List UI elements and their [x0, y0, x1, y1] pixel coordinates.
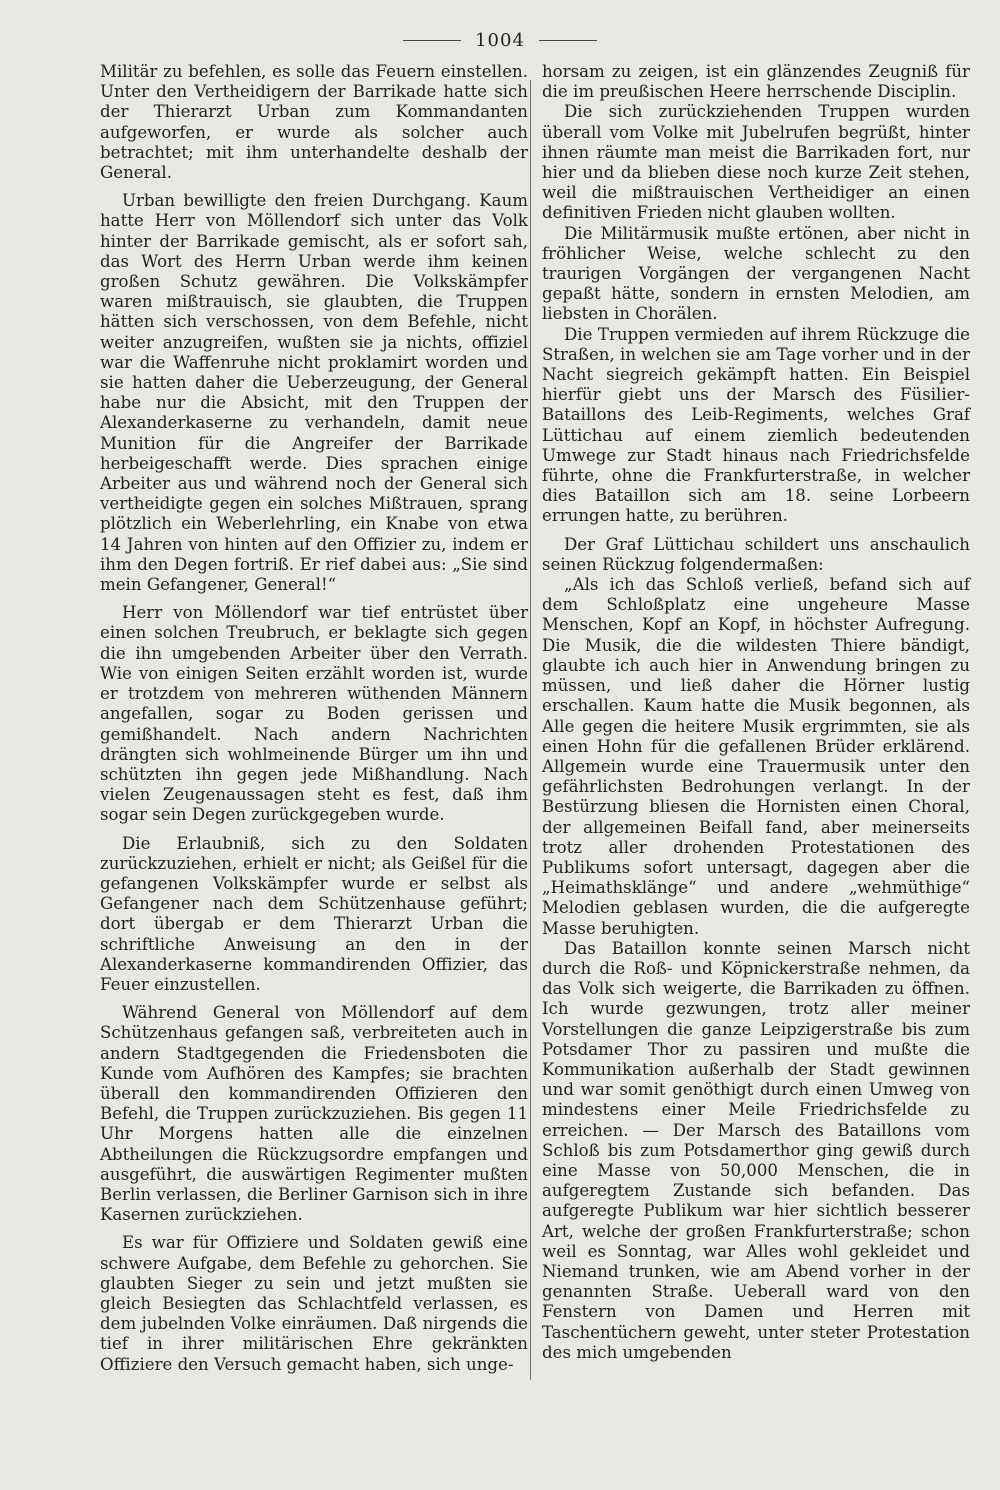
paragraph: Urban bewilligte den freien Durchgang. Kaum hatte Herr von Möllendorf sich unter das Volk hinter der Barrikade gemischt, als er sofort sah, das Wort des Herrn Urban werde ihm keinen großen Schutz gewähren. Die Volkskämpfer waren mißtrauisch, sie glaubten, die Truppen hätten sich verschossen, von dem Befehle, nicht weiter anzugreifen, wußten sie ja nichts, offiziel war die Waffenruhe nicht proklamirt worden und sie hatten daher die Ueberzeugung, der General habe nur die Absicht, mit den Truppen der Alexanderkaserne zu verhandeln, damit neue Munition für die Angreifer der Barrikade herbeigeschafft werde. Dies sprachen einige Arbeiter aus und während noch der General sich vertheidigte gegen ein solches Mißtrauen, sprang plötzlich ein Weberlehrling, ein Knabe von etwa 14 Jahren von hinten auf den Offizier zu, indem er ihm den Degen fortriß. Er rief dabei aus: „Sie sind mein Gefangener, General!“ [100, 191, 528, 595]
paragraph: Das Bataillon konnte seinen Marsch nicht durch die Roß- und Köpnickerstraße nehmen, da das Volk sich weigerte, die Barrikaden zu öffnen. Ich wurde gezwungen, trotz aller meiner Vorstellungen die ganze Leipzigerstraße bis zum Potsdamer Thor zu passiren und mußte die Kommunikation außerhalb der Stadt gewinnen und war somit genöthigt durch einen Umweg von mindestens einer Meile Friedrichsfelde zu erreichen. — Der Marsch des Bataillons vom Schloß bis zum Potsdamerthor ging gewiß durch eine Masse von 50,000 Menschen, die in aufgeregtem Zustande sich befanden. Das aufgeregte Publikum war hier sichtlich besserer Art, welche der großen Frankfurterstraße; schon weil es Sonntag, war Alles wohl gekleidet und Niemand trunken, wie am Abend vorher in der genannten Straße. Ueberall ward von den Fenstern von Damen und Herren mit Taschentüchern geweht, unter steter Protestation des mich umgebenden [542, 938, 970, 1362]
paragraph: Es war für Offiziere und Soldaten gewiß eine schwere Aufgabe, dem Befehle zu gehorchen. Sie glaubten Sieger zu sein und jetzt mußten sie gleich Besiegten das Schlachtfeld verlassen, es dem jubelnden Volke einräumen. Daß nirgends die tief in ihrer militärischen Ehre gekränkten Offiziere den Versuch gemacht haben, sich unge- [100, 1233, 528, 1374]
paragraph: Der Graf Lüttichau schildert uns anschaulich seinen Rückzug folgendermaßen: [542, 534, 970, 574]
column-separator [530, 80, 531, 1380]
paragraph: horsam zu zeigen, ist ein glänzendes Zeugniß für die im preußischen Heere herrschende Disciplin. [542, 62, 970, 102]
header-rule-right [539, 40, 597, 41]
right-column [542, 62, 970, 1363]
header-rule-left [403, 40, 461, 41]
page-number: 1004 [475, 30, 525, 51]
left-column [100, 62, 528, 1375]
paragraph: Die Militärmusik mußte ertönen, aber nicht in fröhlicher Weise, welche schlecht zu den traurigen Vorgängen der vergangenen Nacht gepaßt hätte, sondern in ernsten Melodien, am liebsten in Chorälen. [542, 223, 970, 324]
paragraph: Die sich zurückziehenden Truppen wurden überall vom Volke mit Jubelrufen begrüßt, hinter ihnen räumte man meist die Barrikaden fort, nur hier und da blieben diese noch kurze Zeit stehen, weil die mißtrauischen Vertheidiger an einen definitiven Frieden nicht glauben wollten. [542, 102, 970, 223]
paragraph: Während General von Möllendorf auf dem Schützenhaus gefangen saß, verbreiteten auch in andern Stadtgegenden die Friedensboten die Kunde vom Aufhören des Kampfes; sie brachten überall den kommandirenden Offizieren den Befehl, die Truppen zurückzuziehen. Bis gegen 11 Uhr Morgens hatten alle die einzelnen Abtheilungen die Rückzugsordre empfangen und ausgeführt, die auswärtigen Regimenter mußten Berlin verlassen, die Berliner Garnison sich in ihre Kasernen zurückziehen. [100, 1003, 528, 1225]
page-header [0, 30, 1000, 51]
quote-paragraph: „Als ich das Schloß verließ, befand sich auf dem Schloßplatz eine ungeheure Masse Menschen, Kopf an Kopf, in höchster Aufregung. Die Musik, die die wildesten Thiere bändigt, glaubte ich auch hier in Anwendung bringen zu müssen, und ließ daher die Hörner lustig erschallen. Kaum hatte die Musik begonnen, als Alle gegen die heitere Musik ergrimmten, sie als einen Hohn für die gefallenen Brüder erklärend. Allgemein wurde eine Trauermusik unter den gefährlichsten Bedrohungen verlangt. In der Bestürzung bliesen die Hornisten einen Choral, der allgemeinen Beifall fand, aber meinerseits trotz aller drohenden Protestationen des Publikums sofort untersagt, dagegen aber die „Heimathsklänge“ und andere „wehmüthige“ Melodien geblasen wurden, die die aufgeregte Masse beruhigten. [542, 575, 970, 938]
paragraph: Die Erlaubniß, sich zu den Soldaten zurückzuziehen, erhielt er nicht; als Geißel für die gefangenen Volkskämpfer wurde er selbst als Gefangener nach dem Schützenhause geführt; dort übergab er dem Thierarzt Urban die schriftliche Anweisung an den in der Alexanderkaserne kommandirenden Offizier, das Feuer einzustellen. [100, 833, 528, 994]
paragraph: Die Truppen vermieden auf ihrem Rückzuge die Straßen, in welchen sie am Tage vorher und in der Nacht siegreich gekämpft hatten. Ein Beispiel hierfür giebt uns der Marsch des Füsilier-Bataillons des Leib-Regiments, welches Graf Lüttichau auf einem ziemlich bedeutenden Umwege zur Stadt hinaus nach Friedrichsfelde führte, ohne die Frankfurterstraße, in welcher dies Bataillon sich am 18. seine Lorbeern errungen hatte, zu berühren. [542, 324, 970, 526]
paragraph: Militär zu befehlen, es solle das Feuern einstellen. Unter den Vertheidigern der Barrikade hatte sich der Thierarzt Urban zum Kommandanten aufgeworfen, er wurde als solcher auch betrachtet; mit ihm unterhandelte deshalb der General. [100, 62, 528, 183]
paragraph: Herr von Möllendorf war tief entrüstet über einen solchen Treubruch, er beklagte sich gegen die ihn umgebenden Arbeiter über den Verrath. Wie von einigen Seiten erzählt worden ist, wurde er trotzdem von mehreren wüthenden Männern angefallen, sogar zu Boden gerissen und gemißhandelt. Nach andern Nachrichten drängten sich wohlmeinende Bürger um ihn und schützten ihn gegen jede Mißhandlung. Nach vielen Zeugenaussagen steht es fest, daß ihm sogar sein Degen zurückgegeben wurde. [100, 603, 528, 825]
